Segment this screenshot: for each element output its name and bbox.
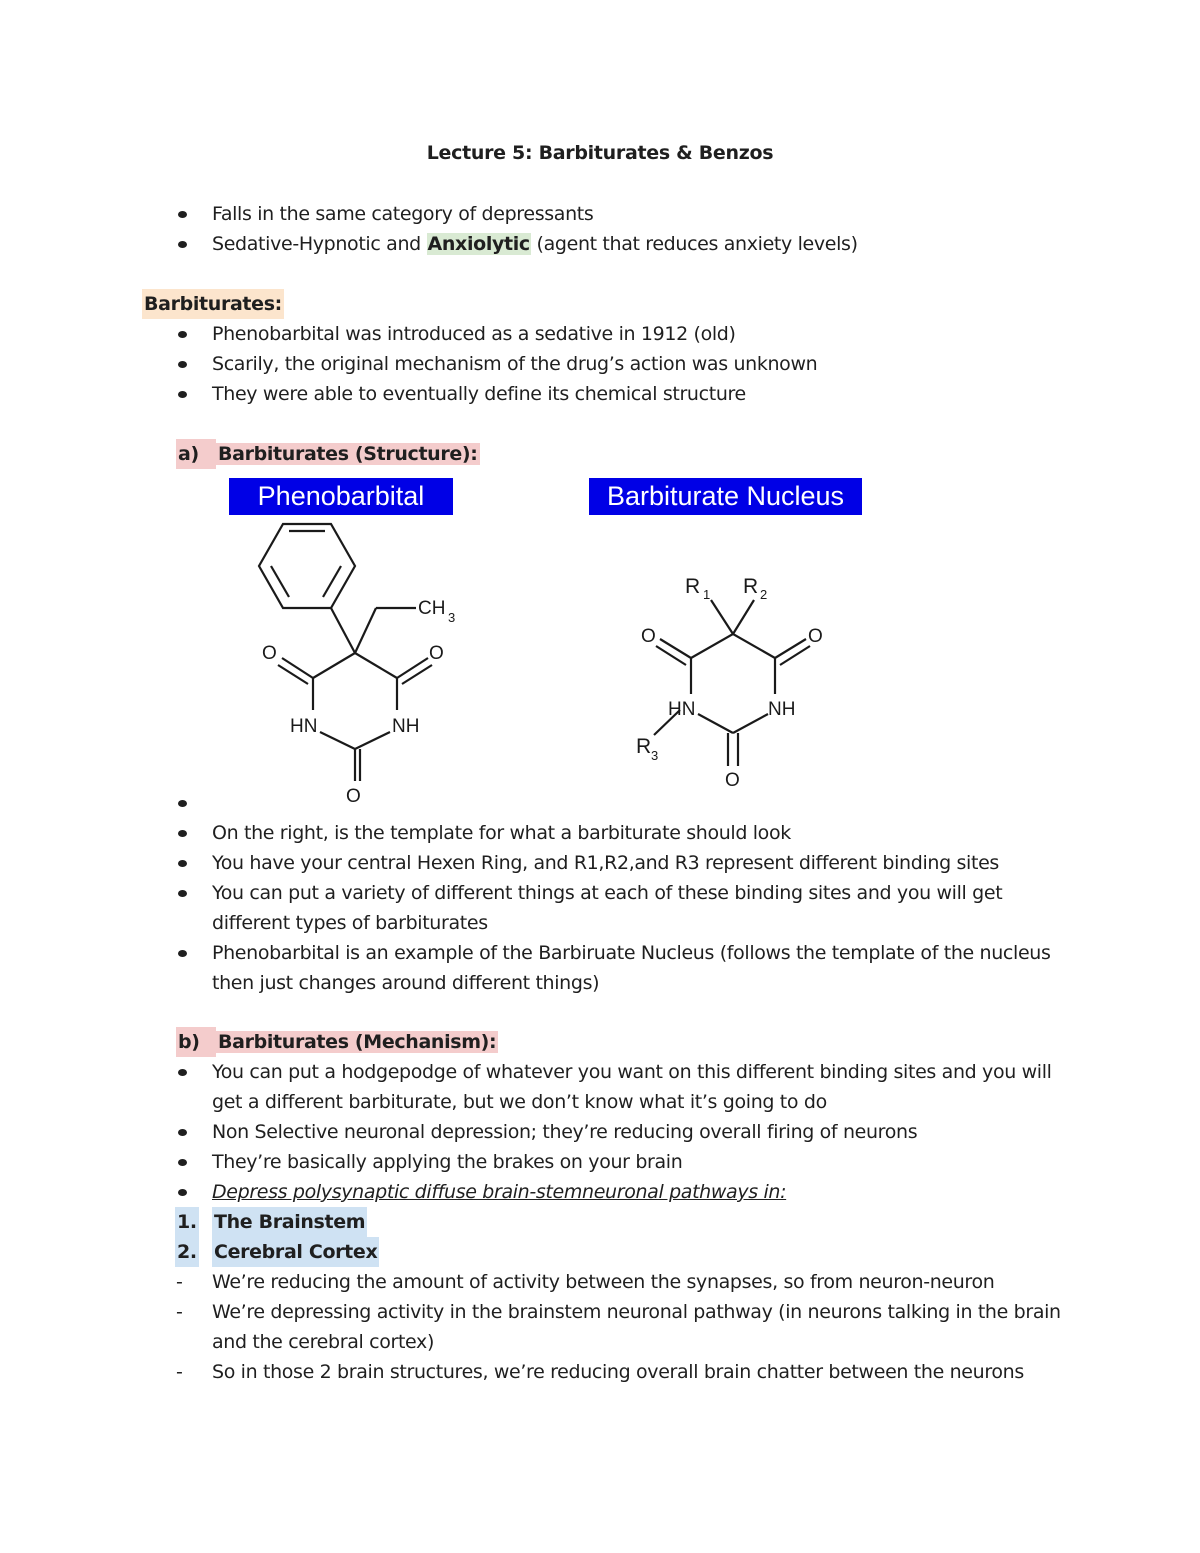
- highlight-term: Anxiolytic: [427, 233, 530, 255]
- atom-label: HN: [668, 699, 696, 720]
- phenobarbital-title: Phenobarbital: [229, 478, 453, 515]
- list-item: On the right, is the template for what a barbiturate should look: [0, 818, 1200, 848]
- list-item-continuation: then just changes around different things): [212, 972, 600, 994]
- bullet-icon: [178, 361, 187, 368]
- list-item: Falls in the same category of depressants: [0, 199, 1200, 229]
- atom-label: O: [641, 626, 656, 647]
- atom-label: R: [685, 575, 701, 598]
- section-heading: b) Barbiturates (Mechanism):: [176, 1027, 498, 1057]
- numbered-item: 1. The Brainstem: [0, 1207, 1200, 1237]
- atom-label: O: [725, 770, 740, 791]
- dash-item: - We’re reducing the amount of activity between the synapses, so from neuron-neuron: [176, 1271, 995, 1293]
- section-structure: [0, 439, 1200, 469]
- dash-item-continuation: and the cerebral cortex): [212, 1331, 435, 1353]
- bullet-icon: [178, 211, 187, 218]
- atom-label: O: [808, 626, 823, 647]
- bullet-icon: [178, 800, 187, 807]
- list-item: Scarily, the original mechanism of the drug’s action was unknown: [0, 349, 1200, 379]
- bullet-icon: [178, 1069, 187, 1076]
- atom-label: O: [429, 643, 444, 664]
- list-item: Phenobarbital is an example of the Barbiruate Nucleus (follows the template of the nucleus: [0, 938, 1200, 968]
- atom-label: CH: [418, 598, 446, 619]
- numbered-item: 2. Cerebral Cortex: [0, 1237, 1200, 1267]
- atom-subscript: 3: [448, 610, 456, 625]
- bullet-icon: [178, 241, 187, 248]
- bullet-icon: [178, 950, 187, 957]
- list-item: You can put a variety of different things at each of these binding sites and you will get: [0, 878, 1200, 908]
- bullet-icon: [178, 1129, 187, 1136]
- dash-item: - So in those 2 brain structures, we’re reducing overall brain chatter between the neurons: [176, 1361, 1024, 1383]
- dash-item: - We’re depressing activity in the brainstem neuronal pathway (in neurons talking in the brain: [176, 1301, 1061, 1323]
- section-barbiturates: [0, 289, 1200, 409]
- atom-subscript: 2: [760, 587, 768, 602]
- structure-diagrams: [0, 478, 1200, 808]
- list-item: You can put a hodgepodge of whatever you want on this different binding sites and you will: [0, 1057, 1200, 1087]
- atom-label: O: [262, 643, 277, 664]
- list-item: They were able to eventually define its chemical structure: [0, 379, 1200, 409]
- bullet-icon: [178, 830, 187, 837]
- list-item-continuation: different types of barbiturates: [212, 912, 488, 934]
- phenobarbital-atom-labels: [262, 598, 455, 807]
- intro-list: [0, 199, 1200, 259]
- list-item: You have your central Hexen Ring, and R1,R2,and R3 represent different binding sites: [0, 848, 1200, 878]
- bullet-icon: [178, 391, 187, 398]
- nucleus-atom-labels: [636, 575, 823, 791]
- atom-label: NH: [392, 716, 420, 737]
- page-title: Lecture 5: Barbiturates & Benzos: [426, 142, 774, 164]
- section-mechanism: [0, 1027, 1200, 1387]
- atom-label: R: [636, 735, 652, 758]
- atom-label: NH: [768, 699, 796, 720]
- bullet-icon: [178, 890, 187, 897]
- atom-label: O: [346, 786, 361, 807]
- atom-subscript: 1: [703, 587, 711, 602]
- bullet-icon: [178, 1189, 187, 1196]
- section-heading: a) Barbiturates (Structure):: [176, 439, 480, 469]
- list-item: Phenobarbital was introduced as a sedative in 1912 (old): [0, 319, 1200, 349]
- list-item: Depress polysynaptic diffuse brain-stemneuronal pathways in:: [0, 1177, 1200, 1207]
- chemical-structures-figure: [0, 478, 1200, 808]
- atom-label: HN: [290, 716, 318, 737]
- bullet-icon: [178, 1159, 187, 1166]
- barbiturate-nucleus-title: Barbiturate Nucleus: [589, 478, 862, 515]
- list-item: [0, 788, 1200, 818]
- list-item: Sedative-Hypnotic and Anxiolytic (agent that reduces anxiety levels): [0, 229, 1200, 259]
- structure-list: [0, 788, 1200, 998]
- bullet-icon: [178, 331, 187, 338]
- list-item: They’re basically applying the brakes on your brain: [0, 1147, 1200, 1177]
- list-item: Non Selective neuronal depression; they’re reducing overall firing of neurons: [0, 1117, 1200, 1147]
- atom-subscript: 3: [651, 748, 659, 763]
- list-item-continuation: get a different barbiturate, but we don’t know what it’s going to do: [212, 1091, 827, 1113]
- atom-label: R: [743, 575, 759, 598]
- nucleus-bonds: [654, 600, 810, 766]
- bullet-icon: [178, 860, 187, 867]
- section-heading: Barbiturates:: [142, 289, 284, 319]
- phenobarbital-bonds: [259, 524, 432, 781]
